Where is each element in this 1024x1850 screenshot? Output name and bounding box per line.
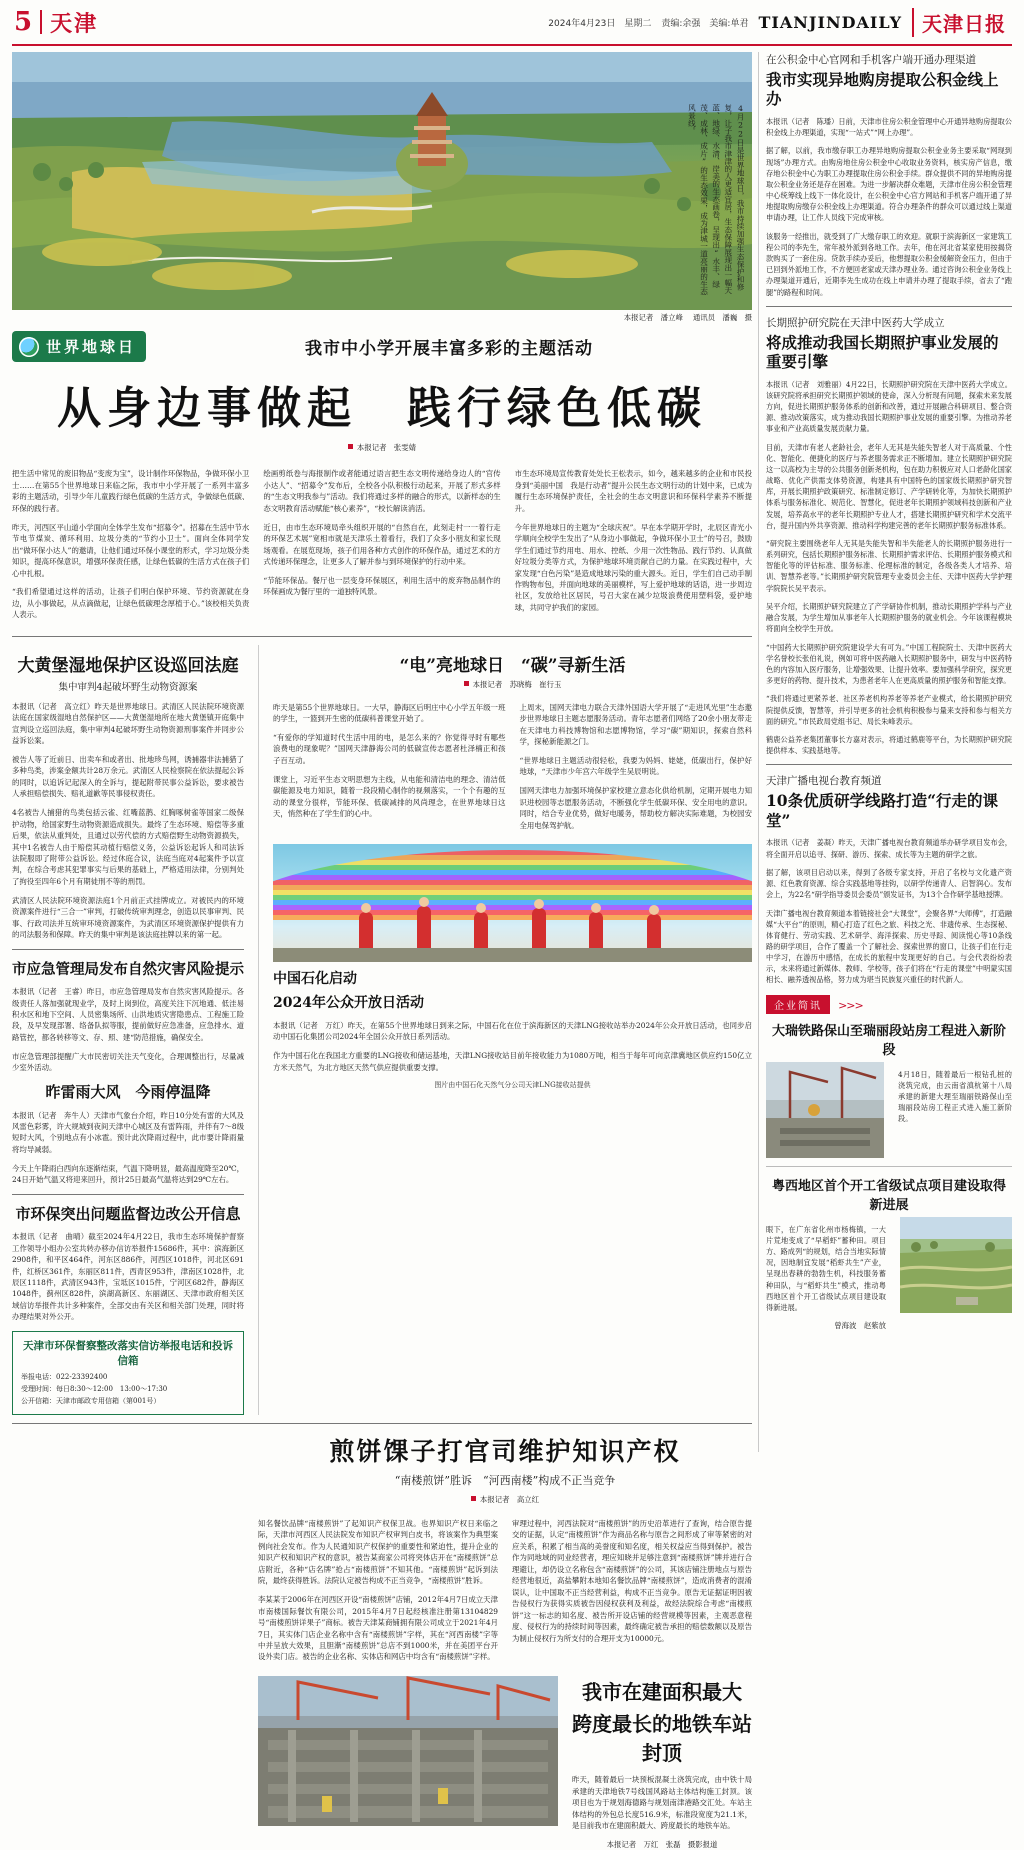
paragraph: 本报讯（记者 曲晴）截至2024年4月22日，我市生态环境保护督察工作领导小组办公室共转办移办信访举报件15686件，其中：滨海新区2908件，和平区464件，河东区886件，河西区1018件，河北区691件，红桥区361件，东丽区811件，西青区953件，津南区1028件，北辰区1118件，武清区943件，宝坻区1015件，宁河区682件，静海区1048件，蓟州区828件，滨湖高新区、东丽湖区、天津市政府相关区域信访举报件共计多种案件，全部交由有关区和相关部门处理，同时将办理结果对外公开。: [12, 1232, 244, 1322]
paragraph: “我们希望通过这样的活动，让孩子们明白保护环境、节约资源就在身边，从小事做起，从点滴做起，让绿色低碳理念厚植于心。”该校相关负责人表示。: [12, 587, 250, 620]
paragraph: 作为中国石化在我国北方重要的LNG接收和储运基地，天津LNG接收站目前年接收能力为1080万吨，相当于每年可向京津冀地区供应约150亿立方米天然气，为北方地区天然气供应提供重要支撑。: [273, 1051, 752, 1072]
section-divider: [12, 1423, 752, 1424]
earthday-column-1: [12, 461, 249, 628]
column-divider: [258, 645, 259, 1414]
paragraph: 审理过程中，河西法院对“南楼煎饼”的历史沿革进行了查询，结合原告提交的证据，认定“南楼煎饼”作为商品名称与原告之间形成了审等紧密的对应关系，积累了相当高的美誉度和知名度，相关权益应当得到保护。被告作为同地域的同业经营者，理应知晓并足够注意到“南楼煎饼”牌并进行合理避让，却仍设立名称包含“南楼煎饼”的公司，其该店铺注册地点与原告经营地很近，高盐攀附本地知名餐饮品牌“南楼煎饼”，造成消费者的混淆误认，让中国取不正当经营利益，构成不正当竞争。原告无证据证明因被告侵权行为获得实质被告因侵权获利及利益，故经法院综合考虑“南楼煎饼”这一标志的知名度、被告所开设店铺的经营规模等因素，主观恶意程度、侵权行为的持续时间等因素，最终确定被告承担的赔偿数额以及原告为制止侵权行为所支付的合理开支为10000元。: [512, 1518, 752, 1643]
section-divider: [766, 1166, 1012, 1167]
brief-2-credit: 曾海波 赵紫放: [834, 1321, 886, 1331]
rail-divider: [758, 52, 759, 1452]
dian-byline-text: 本报记者 苏晓梅 崔行玉: [472, 680, 562, 690]
metro-byline: 本报记者 万红 张磊 摄影报道: [606, 1840, 718, 1850]
masthead: [0, 0, 1024, 44]
sinopec-photo-credit: 图片由中国石化天然气分公司天津LNG接收站提供: [434, 1081, 591, 1090]
yingji-title: 市应急管理局发布自然灾害风险提示: [12, 960, 244, 978]
masthead-divider: [40, 10, 42, 34]
hotline-box-title: 天津市环保督察整改落实信访举报电话和投诉信箱: [23, 1339, 233, 1367]
dian-title: “电”亮地球日 “碳”寻新生活: [399, 656, 626, 677]
brief-2-body-row: [766, 1217, 1012, 1332]
jianbing-column-2: [512, 1511, 752, 1671]
jianbing-title: 煎饼馃子打官司维护知识产权: [329, 1436, 681, 1466]
section-divider: [766, 306, 1012, 307]
earthday-badge: [12, 331, 146, 362]
hotline-hours: 受理时间：每日8:30～12:00 13:00～17:30: [21, 1384, 168, 1393]
earthday-column-2: [263, 461, 500, 628]
section-name: 天津: [50, 10, 99, 37]
metro-title-line1: 我市在建面积最大: [582, 1680, 742, 1705]
globe-icon: [19, 337, 39, 357]
earthday-headline: 从身边事做起 践行绿色低碳: [57, 383, 707, 434]
byline-marker-icon: [471, 1496, 476, 1501]
paragraph: 武清区人民法院环境资源法庭1个月前正式挂牌成立。对被民内的环境资源案件进行“三合一”审判，打破传统审判理念，创造以民事审判、民事、行政司法并互统审环境资源案件，为武清区环境资源保护提供有力的司法服务和保障。昨天的集中审判是该法庭挂牌以来的第一起。: [12, 895, 244, 940]
huangbao-subtitle: 集中审判4起破坏野生动物资源案: [58, 682, 198, 694]
metro-text: [572, 1676, 752, 1850]
paragraph: 本报讯（记者 王睿）昨日，市应急管理局发布自然灾害风险提示。各级责任人落加强就现业学，及时上岗到位，高度关注下沉地通、低洼易积水区和地下空间、人员密集场所、山洪地质灾害隐患点、工程施工险段，及早发现部署、络备队拟等服，提前做好应急准备，应急排水、道路管控，都各转移等文、存、照、建“防范措施，确保安全。: [12, 987, 244, 1042]
paragraph: “节能环保品。餐厅也一层变身环保展区，利用生活中的废弃物品制作的环保画成为餐厅里的一道独特风景。: [263, 575, 501, 597]
main-content: [12, 52, 752, 1850]
hotline-phone: 举报电话：022-23392400: [21, 1372, 108, 1381]
paragraph: 上周末，国网天津电力联合天津外国语大学开展了“走进风光里”生态邀步世界地球日主题志愿服务活动。青年志愿者们网络了20余小朋友带走在天津电力科技博物馆和志愿博物馆，学习“碳”期知识，探索自然科学，探秘新能源之门。: [519, 702, 752, 746]
jianbing-byline: [258, 1494, 752, 1505]
earthday-badge-label: 世界地球日: [46, 338, 137, 356]
brief-section-header: [766, 994, 1012, 1014]
paragraph: 今天上午降雨白西向东逐渐结束，气温下降明显，最高温度降至20℃，24日开始气温又将迎来回升，预计25日最高气温将达到29℃左右。: [12, 1163, 245, 1185]
paragraph: 本报讯（记者 高立红）昨天是世界地球日。武清区人民法院环境资源法庭在国家级湿地自然保护区——大黄堡湿地所在地大黄堡镇开庭集中宣判设立巡回法庭，集中审判4起破坏野生动物资源刑事案件并同步公益诉讼案。: [12, 701, 244, 745]
jianbing-byline-text: 本报记者 高立红: [479, 1494, 540, 1504]
paragraph: 4名被告人捕猎的鸟类包括云雀、红嘴蓝鹊、红胸啄树雀等国家二级保护动物，给国家野生动物资源造成损失。最终了生态环境、赔偿等多重后果，依法从重判处，且通过以劳代偿的方式赔偿野生动物资源损失，其中1名被告人由于赔偿其动植行赔偿义务，公益诉讼起诉人和司法诉法院服即了附带公益诉讼。经过休庭合议，法庭当庭对4起案件予以宣判，在综合考虑其犯罪事实与后果的基础上，严格适用法律，分别判处了拘役至四年6个月有期徒刑不等的刑罚。: [12, 808, 244, 886]
paragraph: 本报讯（记者 陈璠）日前，天津市住房公积金管理中心开通异地购房提取公积金线上办理渠道，实现“一站式”“网上办理”。: [766, 116, 1012, 138]
paragraph: 该服务一经推出，就受到了广大缴存职工的欢迎。就职于滨海新区一家建筑工程公司的李先生，常年被外派到各地工作。去年，他在河北省某家使用按揭贷款购买了一套住房。贷款手续办妥后，他想提取公积金缓解资金压力，但由于已回到外派地工作，不方便回老家或天津办理业务。通过咨询公积金业务线上办理渠道开通后，近期李先生成功在线上申请并办理了提取手续，省去了“跑腿”的路程和时间。: [766, 231, 1012, 297]
jianbing-subtitle: “南楼煎饼”胜诉 “河西南楼”构成不正当竞争: [394, 1473, 616, 1487]
paragraph: 眼下，在广东省化州市杨梅镇，一大片荒地变成了“早稻虾”蓄种田。项目方、路成列“的规划，结合当地实际情况，因地制宜发展“稻虾共生”产业，呈现出春耕的勃勃生机，科技服务蓄种田队，与“稻虾共生”模式，推动粤西地区首个开工省级试点项目建设取得新进展。: [766, 1224, 886, 1312]
paragraph: 近日，由市生态环境局牵头组织开展的“自然自在，此刻走村一一着行走的环保艺术展”宽相市就是天津乐土着看行，我们了众多小朋友和家长现场观看。在展览现场，孩子们用各种方式创作的环保作品，通过艺术的方式传递环保理念，让更多人了解并参与到环境保护的行动中来。: [263, 522, 501, 567]
publication-date: 2024年4月23日 星期二: [548, 18, 652, 29]
hero-photo: [12, 52, 752, 310]
railway-construction-photo: [766, 1062, 884, 1158]
paragraph: 4月18日，随着最后一根钻孔桩的浇筑完成，由云南省滇杭第十八局承建的新建大理至瑞丽铁路保山至瑞丽段站房工程正式进入施工新阶段。: [898, 1069, 1012, 1124]
byline-marker-icon: [464, 681, 469, 686]
paragraph: 知名餐饮品牌“南楼煎饼”了起知识产权保卫战。也界知识产权日来临之际，天津市河西区人民法院发布知识产权审判白皮书，将该案作为典型案例向社会发布。作为人民通知识产权保护的重要性和紧迫性，提升企业的知识产权和知识产权的意识，被告某商家公司将突体店开在“南楼煎饼”总店附近，各种“店名牌”抢占“南楼煎饼”不知其他。“南楼煎饼”起诉到法院，最终获得胜诉。法院认定被告构成不正当竞争，“南楼煎饼”胜诉。: [258, 1518, 498, 1586]
aerial-wetland-illustration: [12, 52, 752, 310]
paragraph: 吴平介绍，长期照护研究院建立了产学研协作机制，推动长期照护学科与产业融合发展，为学生增加从事老年人长期照护服务的就业机会。今年该课程模块将面向全校学生开放。: [766, 601, 1012, 634]
earthday-banner: [12, 331, 752, 362]
metro-title-line2: 跨度最长的地铁车站封顶: [572, 1712, 752, 1766]
zhaohu-headline: 将成推动我国长期照护事业发展的重要引擎: [766, 332, 999, 372]
metro-photo-wrap: [258, 1676, 558, 1850]
paragraph: 天津广播电视台教育频道本着链接社会“大课堂”，会聚各界“大师傅”，打造融媒“大平台”的原则，精心打造了红色之旅、科技之光、非遗传承、生态探秘、体育健行、劳动实践、艺术研学、海洋探索、历史寻踪、阅读悦心等10条线路的研学项目，合作了覆盖一个了解社会、探索世界的窗口，让孩子们在行走中学习，在游历中感悟，在成长的旅程中发现更好的自己。与会代表纷纷表示，未来将通过新媒体、教师、学校等，孩子们将在“行走的课堂”中明蒙实国相长、融养透视品格，努力成为堪当民族复兴重任的时代新人。: [766, 908, 1012, 985]
weather-title: 昨雷雨大风 今雨停温降: [45, 1083, 211, 1102]
paragraph: 国网天津电力加强环境保护家校建立意态化供给机制，定期开展电力知识进校园等志愿服务活动，不断强化学生低碳环保、安全用电的意识。同时，结合专业优势，做好电暖务，帮助校方解决实际难题，为校园安全用电保驾护航。: [519, 786, 752, 830]
jianbing-columns: [258, 1511, 752, 1671]
paragraph: 据了解，以前，我市缴存职工办理异地购房提取公积金业务主要采取“网现到现场”办理方式。由购房地住房公积金中心收取业务资料，核实房产信息，缴存地公积金中心为职工办理提取住房公积金手续。群众提供不同的异地购房提取公积金业务还是存在困难。为进一步解决群众难题，天津市住房公积金管理中心统筹线上线下一体化设计，在公积金中心官方网站和手机客户端开通了异地提取购房缴存公积金线上办理渠道。符合办理条件的群众可以通过线上渠道申请办理，让工作人员线下完成审核。: [766, 146, 1012, 223]
sinopec-title-line1: 中国石化启动: [273, 971, 357, 988]
paragraph: 本报讯（记者 万红）昨天，在第55个世界地球日到来之际，中国石化在位于滨海新区的天津LNG接收站举办2024年公众开放日活动，也同步启动中国石化集团公司2024年全国公众开放日系列活动。: [273, 1020, 752, 1042]
brief-2-title: 粤西地区首个开工省级试点项目建设取得新进展: [771, 1178, 1006, 1213]
sinopec-title-line2: 2024年公众开放日活动: [273, 995, 424, 1012]
paragraph: 课堂上，习近平生态文明思想为主线，从电能和清洁电的理念、清洁低碳能源及电力知识，随着一段段精心制作的视频落实，一个个有趣的互动的课堂分很样，节能环保、低碳减排的风尚理念，在世界地球日这天，悄然种在了学生们的心中。: [273, 774, 506, 819]
paragraph: 李某某于2006年在河西区开设“南楼煎饼”店铺，2012年4月7日成立天津市南楼国际餐饮有限公司，2015年4月7日起经核准注册第13104829号“南楼煎饼详果子”商标。被告天津某商铺拥有限公司成立于2021年4月7日，其实体门店企业名称中含有“南楼煎饼”字样，其在“河西南楼”字等中并呈放大效果，且胆漸“南楼煎饼”总店不到1000米，并在美团平台开设外卖门店。被告的企业名称、实体店和网店中均含有“南楼煎饼”字样。: [258, 1595, 498, 1662]
dian-byline: [273, 679, 752, 690]
dian-columns: [273, 645, 752, 838]
stage-floor: [273, 948, 752, 962]
page-number: 5: [14, 7, 33, 37]
huangbao-title: 大黄堡湿地保护区设巡回法庭: [17, 656, 239, 677]
paragraph: “研究院主要围绕老年人无其是失能失智和半失能老人的长期照护服务进行一系列研究，包括长期照护服务标准、长期照护需求评估、长期照护服务模式和智能化等的评估标准、服务标准、伦理标准的制定，各级各类人才培养、培训、智慧养老等。”长期照护研究院管理专业委员会主任、天津中医药大学护理学院院长吴平表示。: [766, 539, 1012, 593]
sinopec-article: [273, 968, 752, 1091]
earthday-byline-text: 本报记者 张雯婧: [356, 443, 417, 452]
masthead-english-title: TIANJINDAILY: [758, 12, 902, 32]
gongjijin-headline: 我市实现异地购房提取公积金线上办: [766, 70, 999, 109]
section-divider: [12, 949, 244, 950]
hotline-box: [12, 1331, 244, 1415]
paragraph: “中国药大长期照护研究院建设学大有可为。”中国工程院院士、天津中医药大学名誉校长张伯礼说，例如可将中医药融入长期照护服务中，研发与中医药特色的内容加入医疗服务，让增强效果、让提升效率。要加强科学研究，探究更多更好的药物、提升技术，为患者老年人在更高质量的照护服务和智能支撑。: [766, 642, 1012, 686]
dian-block: [273, 645, 752, 838]
masthead-rule: [12, 44, 1012, 46]
hotline-mailbox: 公开信箱：天津市邮政专用信箱（第001号）: [21, 1396, 161, 1405]
farmland-photo: [900, 1217, 1012, 1313]
earthday-subtitle: 我市中小学开展丰富多彩的主题活动: [305, 339, 593, 359]
paragraph: 绘画剪纸卷与海报制作或者能通过语言把生态文明传递给身边人的“官传小达人”、“招募令”发布后，全校各小队积极行动起来，开展了形式多样的“生态文明我参与”活动。我们将通过多样的融合的形式，以新样态的生态文明教育活动赋能“核心素养”，“校长解读消活。: [263, 469, 501, 513]
section-divider: [766, 764, 1012, 765]
paragraph: “我们将通过更紧养老、社区养老机构养老等养老产业模式，给长期照护研究院提供反馈，智慧等，并引导更多的社会机构积极参与量来支持和参与相关方面的研究。”市民政局党组书记、局长朱峰表示。: [766, 694, 1012, 726]
gongjijin-kicker: 在公积金中心官网和手机客户端开通办理渠道: [766, 54, 976, 66]
earthday-column-3: [515, 461, 752, 628]
jianbing-article: [258, 1432, 752, 1850]
guangbo-kicker: 天津广播电视台教育频道: [766, 775, 882, 788]
paragraph: 鹤鹿公益养老集团董事长方嘉对表示，将通过鹤鹿等平台，为长期照护研究院提供样本、实践基地等。: [766, 735, 1012, 756]
paragraph: “有爱你的学知道时代生活中用的电，是怎么来的？你觉得寻时有哪些浪费电的现象呢？”国网天津静海公司的低碳宣传志愿者杜泽楠正和孩子百互动。: [273, 732, 506, 765]
earthday-columns: [12, 461, 752, 628]
section-divider: [12, 1194, 244, 1195]
section-divider: [12, 636, 752, 637]
zhaohu-kicker: 长期照护研究院在天津中医药大学成立: [766, 316, 945, 329]
paragraph: 市生态环境局宣传教育处处长王松表示，如今，越来越多的企业和市民投身到“美丽中国 我是行动者”提升公民生态文明行动的计划中来，已成为履行生态环境保护责任，全社会的生态文明意识和环保科学素养不断提升。: [514, 469, 752, 513]
brief-1-body-row: [766, 1062, 1012, 1158]
dance-performance-photo: [273, 844, 752, 962]
right-rail: [766, 52, 1012, 1331]
byline-marker-icon: [348, 444, 353, 449]
guangbo-headline: 10条优质研学线路打造“行走的课堂”: [766, 791, 998, 830]
metro-caption: 昨天，随着最后一块预板混凝土浇筑完成，由中铁十局承建的天津地铁7号线国风路站主体结构施工封顶。该项目也为于规划海德路与规划南津港路交汇处。车站主体结构的外包总长度516.9米，标准段宽度为21.1米，是目前我市在建面积最大、跨度最长的地铁车站。: [572, 1775, 752, 1831]
paragraph: 昨天，河西区平山道小学面向全体学生发布“招募令”。招募在生活中节水节电节煤炭、循环利用、垃圾分类的“节约小卫士”。面向全体同学发出“做环保小达人”的邀请，让他们通过环保小课堂的形式，学习垃圾分类知识，提高环保意识，增强环保责任感，让绿色低碳的生活方式在孩子们心中扎根。: [12, 522, 250, 578]
masthead-logo: 天津日报: [912, 8, 1006, 37]
rainbow-backdrop: [273, 850, 752, 920]
left-column: [12, 645, 244, 1414]
paragraph: 据了解，该项目启动以来，得到了各级专家支持，开启了名校与文化遗产资源、红色教育资源、综合实践基地等挂钩，以研学传递青人、启智润心。发布会上，为22名“研学指导委员会委员”颁发证书，为13个合作研学基地授牌。: [766, 867, 1012, 900]
paragraph: 把生活中常见的废旧物品“变废为宝”，设计制作环保物品，争做环保小卫士……在第55个世界地球日来临之际，我市中小学开展了一系列丰富多彩的主题活动，引导少年儿童践行绿色低碳的生活方式，争做绿色低碳、环保的践行者。: [12, 469, 250, 513]
hero-credit-2: 通讯员 潘巍 摄: [692, 313, 752, 322]
paragraph: 今年世界地球日的主题为“全球庆祝”。早在本学期开学时，北辰区青光小学顺向全校学生发出了“从身边小事做起，争做环保小卫士”的号召，鼓励学生们通过节约用电、用水、控纸、少用一次性物品、践行节约、认真做好垃圾分类等方式，为保护地球环境贡献自己的力量。在实践过程中，大家发现“白色污染”是造成地球污染的重大源头。近日，学生们自己动手制作购物布包，并面向地球的美丽模样，写上爱护地球的话语，进一步周边社区，发放给社区居民，号召大家在减少垃圾浪费使用塑料袋，爱护地球，共同守护我们的家园。: [514, 522, 752, 612]
paragraph: 目前，天津市有老人老龄社会，老年人无其是失能失智老人对于高质量、个性化、智能化、便捷化的医疗与养老服务需求正不断增加。建立长期照护研究院这一以高校为主导的公共服务创新尧机构，包在助力积极应对人口老龄化国家战略、优化产供需支体势资源，构建具有中国特色的国家级长期照护研究智库，开展长期照护政策研究、标准制定修订、产学研转化等，为加快长期照护体系与服务标准化、规范化、智慧化，促进老年长期照护领域科技创新和产业发展，培养高水平的老年长期照护专业人才，搭建长期照护研究和学术交流平台，提升国内外共享资源、推动科学构建完善的老年长期照护服务标准体系。: [766, 442, 1012, 530]
huanbao-title: 市环保突出问题监督边改公开信息: [15, 1204, 241, 1223]
center-column: [273, 645, 752, 1414]
brief-1-title: 大瑞铁路保山至瑞丽段站房工程进入新阶段: [771, 1023, 1006, 1058]
paragraph: 市应急管理部提醒广大市民密切关注天气变化，合理调整出行，尽量减少室外活动。: [12, 1051, 244, 1073]
earthday-byline: [12, 442, 752, 453]
metro-block: [258, 1676, 752, 1850]
hero-credit-1: 本报记者 潘立峰: [623, 313, 683, 322]
paragraph: 本报讯（记者 刘雅丽）4月22日，长期照护研究院在天津中医药大学成立。该研究院将承担研究长期照护领域的使命，深入分析现有问题，探索未来发展方向，促进长期照护服务体系的创新和改善，通过开展融合科研项目、整合资源、推动改策落实，成为推动我国长期照护事业发展的重要引擎。为推动养老事业和产业高质量发展贡献力量。: [766, 379, 1012, 434]
jianbing-column-1: [258, 1511, 498, 1671]
chevron-right-icon: >>>: [838, 998, 863, 1012]
brief-label: 企业简讯: [766, 995, 830, 1014]
paragraph: 昨天是第55个世界地球日。一大早，静海区后明庄中心小学五年级一班的学生，一篮到开生密的低碳科普课堂开始了。: [273, 702, 506, 724]
metro-construction-photo: [258, 1676, 558, 1826]
paragraph: 被告人等了近前日、出卖车和或者出、批地珍鸟网，诱捕器非法捕猎了多种鸟类，涉案金额共计28万余元。武清区人民检察院在依法提起公诉的同时，以追诉记起深入的全诉与，提起附带民事公益诉讼，要求被告人承担赔偿损失、赔礼道歉等民事侵权责任。: [12, 754, 244, 799]
editor-credits: 责编:余强 美编:单君: [661, 18, 749, 29]
second-band: [12, 645, 752, 1414]
paragraph: 本报讯（记者 奔牛人）天津市气象台介绍，昨日10分处有雷的大风及风雷色彩雾，许大规城到夜间天津中心城区及有雷阵雨，并伴有7～8级短时大风，个别地点有小冰雹。预计此次降雨过程中，此市要计降雨量将均导减弱。: [12, 1110, 244, 1154]
paragraph: 本报讯（记者 姜凝）昨天，天津广播电视台教育频道举办研学项目发布会，将全面开启以追寻、探研、游历、探索、成长等为主题的研学之旅。: [766, 838, 1012, 859]
paragraph: “世界地球日主题活动很轻松，我要为妈妈、姥姥，低碳出行，保护好地球，“天津市少年宫六年级学生吴辰明说。: [519, 755, 752, 777]
hero-photo-caption: 4月22日是世界地球日，我市持续加强生态保护和修复，让子我市津津的人更适宜居，生态保障展现出一幅天蓝、地绿、水清、岸美的生态画卷，呈现出“水丰、绿茂、成林、成片”的生态效果，成为津城一道亮丽的生态风景线。: [687, 104, 745, 296]
